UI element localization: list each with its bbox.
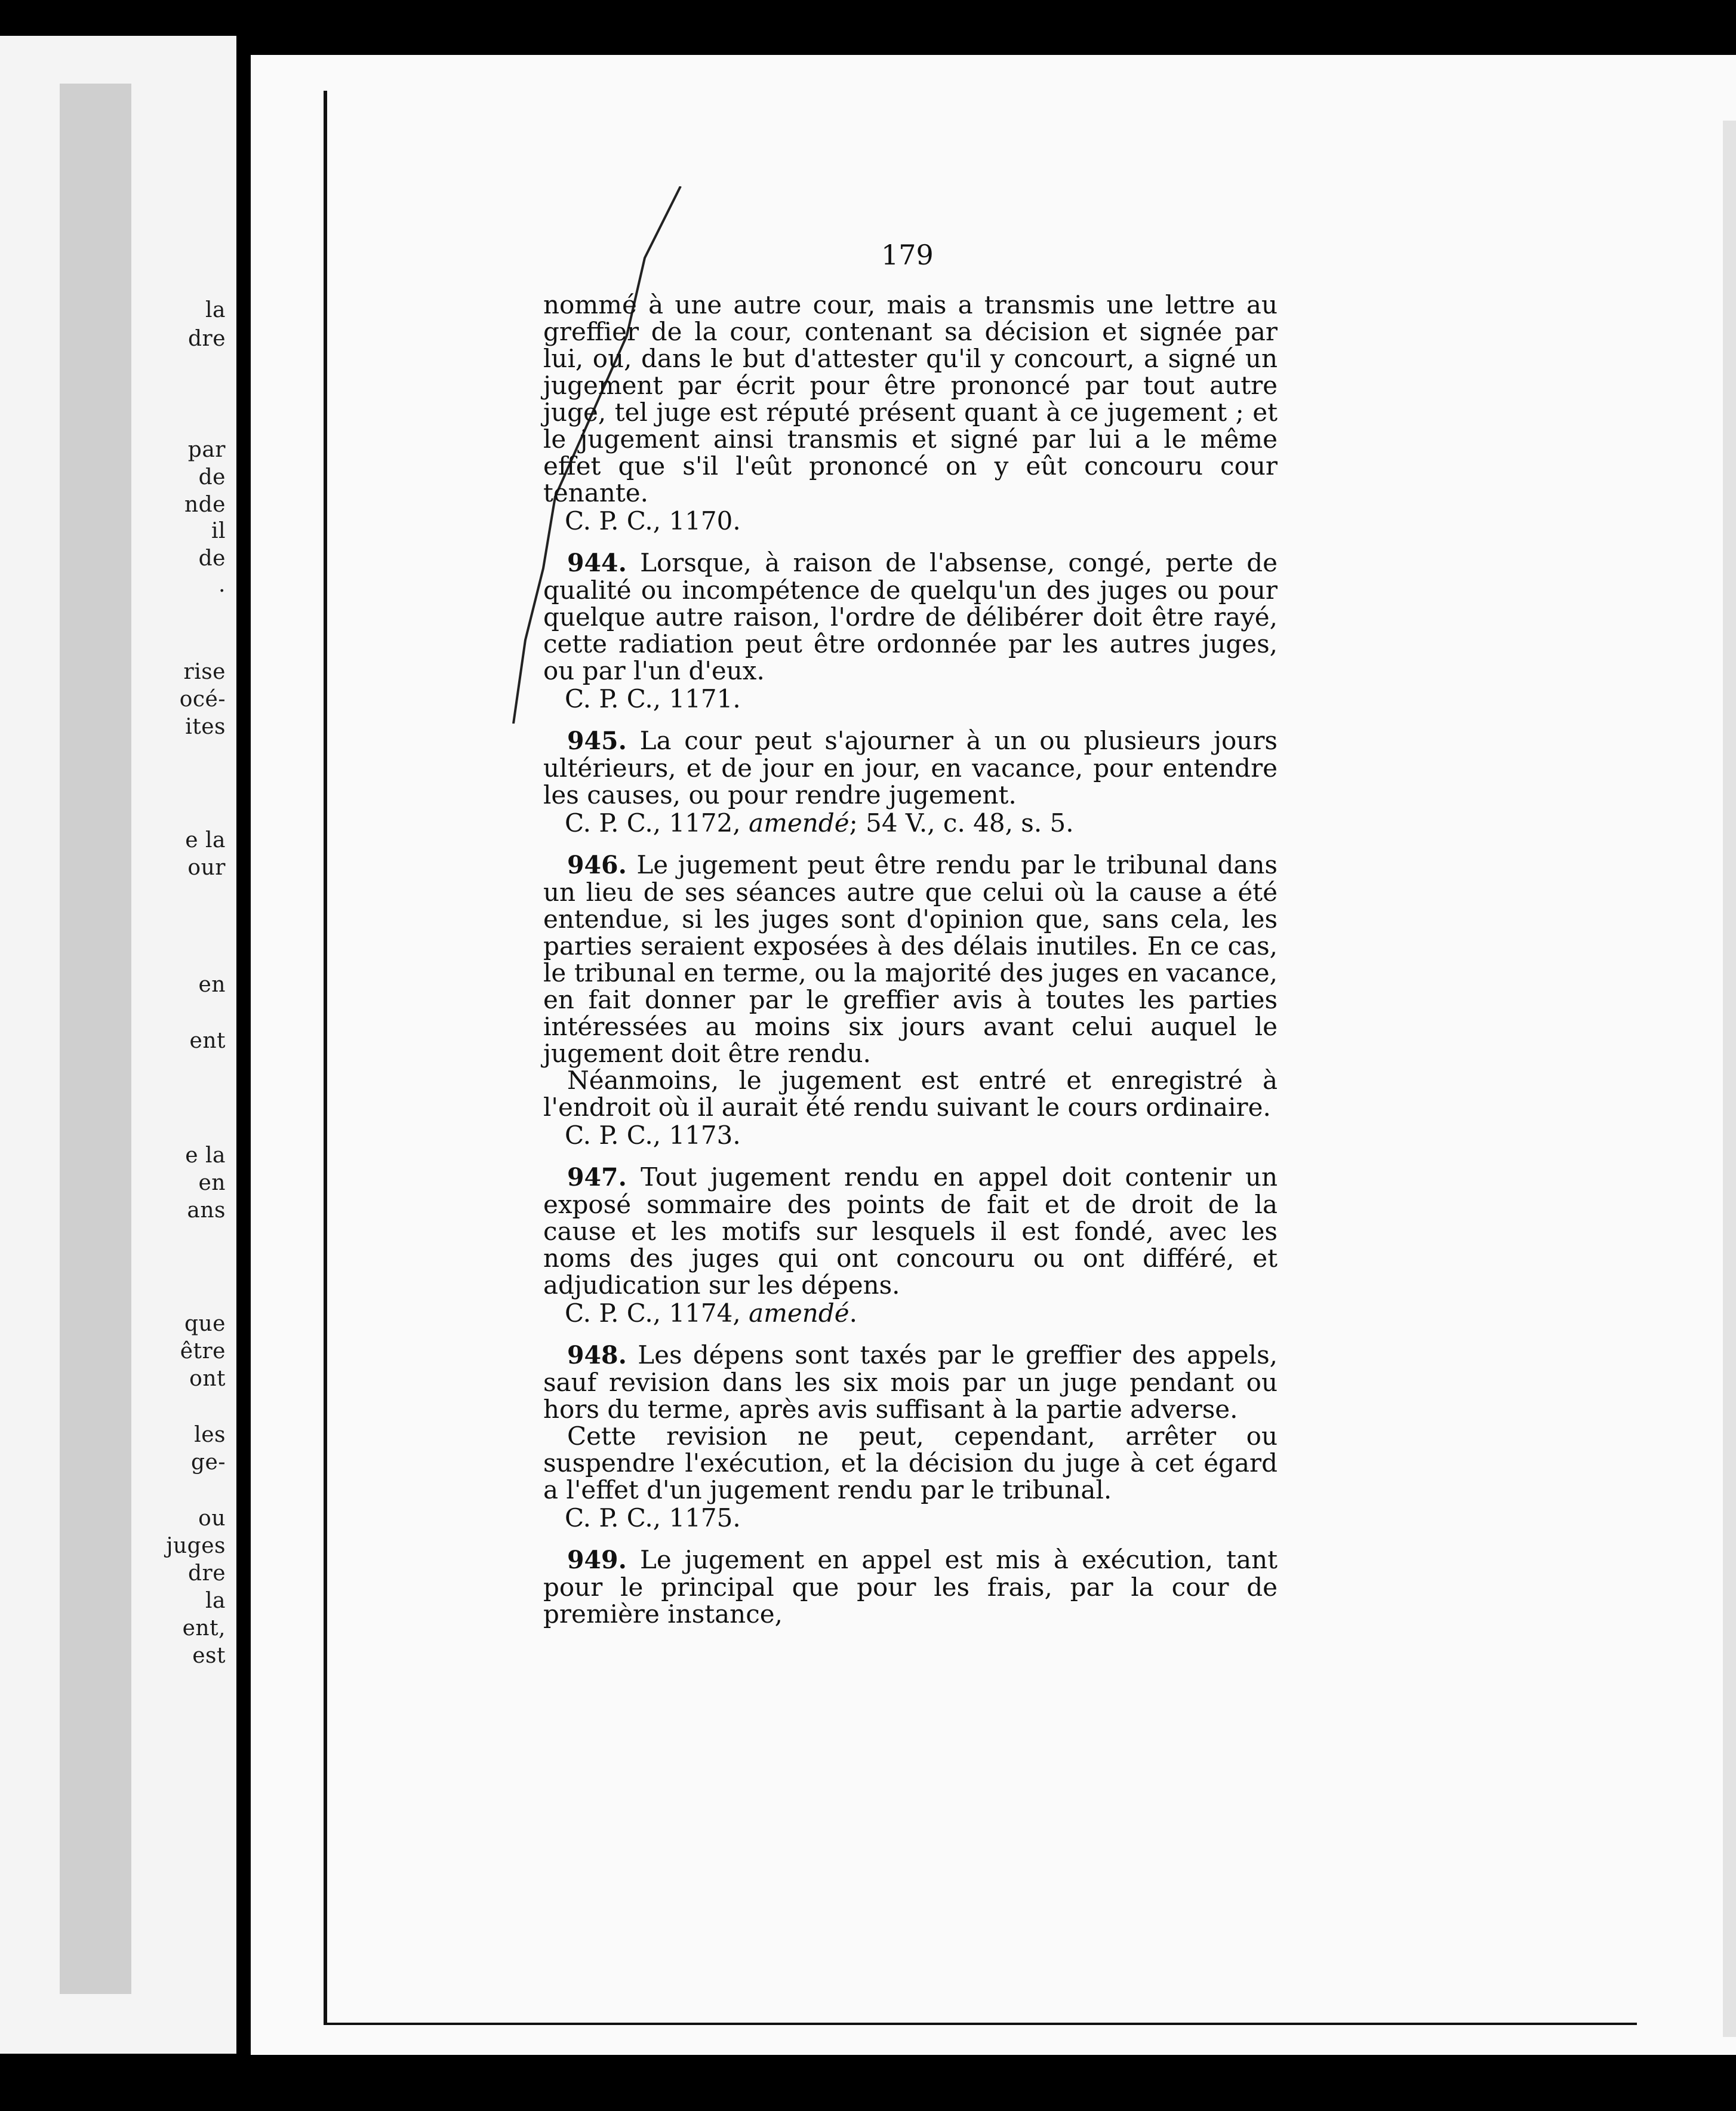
reference: C. P. C., 1170. (565, 506, 741, 536)
page-gutter (236, 0, 242, 2111)
paragraph-continued: nommé à une autre cour, mais a transmis une lettre au greffier de la cour, contenant sa décision et signée par lui, ou, dans le but d'attester qu'il y concourt, a signé un jugement par écrit pour être prononcé par tout autre juge, tel juge est réputé présent quant à ce jugement ; et le jugement ainsi transmis et signé par lui a le même effet que s'il l'eût prononcé on y eût concouru cour tenante. (543, 290, 1278, 507)
reference-text: C. P. C., 1174, (565, 1298, 749, 1328)
article-number: 944. (567, 549, 627, 577)
left-fragment: e la (185, 828, 226, 853)
article-946 (543, 851, 1278, 1067)
article-946-continued: Néanmoins, le jugement est entré et enregistré à l'endroit où il aurait été rendu suivant le cours ordinaire. (543, 1066, 1278, 1122)
reference-text: . (849, 1298, 857, 1328)
left-fragment: ou (198, 1506, 226, 1531)
reference: C. P. C., 1171. (565, 684, 741, 713)
left-fragment: la (205, 298, 226, 322)
left-fragment: ans (187, 1198, 226, 1223)
left-fragment: our (187, 856, 226, 880)
article-body: Le jugement en appel est mis à exécution, tant pour le principal que pour les frais, par la cour de première instance, (543, 1545, 1278, 1629)
article-body: Les dépens sont taxés par le greffier des appels, sauf revision dans les six mois par un juge pendant ou hors du terme, après avis suffisant à la partie adverse. (543, 1340, 1278, 1424)
left-fragment: rise (183, 660, 226, 684)
article-number: 948. (567, 1341, 627, 1370)
article-number: 949. (567, 1546, 627, 1574)
left-page-fragment (0, 36, 236, 2054)
article-949 (543, 1546, 1278, 1627)
left-fragment: la (205, 1589, 226, 1613)
left-fragment: en (198, 1171, 226, 1195)
left-fragment: juges (166, 1534, 226, 1558)
article-body: Le jugement peut être rendu par le tribunal dans un lieu de ses séances autre que celui où la cause a été entendue, si les juges sont d'opinion que, sans cela, les parties seraient exposées à des délais inutiles. En ce cas, le tribunal en terme, ou la majorité des juges en vacance, en fait donner par le greffier avis à toutes les parties intéressées au moins six jours avant celui auquel le jugement doit être rendu. (543, 850, 1278, 1068)
article-number: 947. (567, 1163, 627, 1192)
left-fragment: est (192, 1644, 226, 1668)
left-fragment: ent (189, 1029, 226, 1053)
left-page-shadow (60, 84, 131, 1994)
page-number: 179 (881, 239, 934, 271)
page-edge-shadow (1723, 121, 1736, 2037)
article-947 (543, 1164, 1278, 1298)
left-fragment: il (211, 519, 226, 543)
left-fragment: . (218, 573, 226, 597)
reference-amended: amendé (749, 1298, 849, 1328)
left-fragment: être (180, 1339, 226, 1364)
left-fragment: e la (185, 1143, 226, 1168)
left-fragment: en (198, 973, 226, 997)
article-number: 946. (567, 851, 627, 879)
left-fragment: que (184, 1312, 226, 1336)
article-number: 945. (567, 727, 627, 755)
left-fragment: ent, (182, 1616, 226, 1641)
article-945 (543, 727, 1278, 808)
article-body: Lorsque, à raison de l'absense, congé, perte de qualité ou incompétence de quelqu'un des juges ou pour quelque autre raison, l'ordre de délibérer doit être rayé, cette radiation peut être ordonnée par les autres juges, ou par l'un d'eux. (543, 548, 1278, 685)
left-fragment: par (187, 438, 226, 462)
reference (543, 1300, 1278, 1327)
article-text-block (543, 291, 1278, 1627)
article-body: La cour peut s'ajourner à un ou plusieurs jours ultérieurs, et de jour en jour, en vacance, pour entendre les causes, ou pour rendre jugement. (543, 726, 1278, 810)
left-fragment: de (198, 546, 226, 571)
reference-text: ; 54 V., c. 48, s. 5. (849, 808, 1074, 838)
reference (543, 810, 1278, 836)
reference: C. P. C., 1173. (565, 1121, 741, 1150)
reference: C. P. C., 1175. (565, 1503, 741, 1533)
left-fragment: dre (187, 327, 226, 351)
article-944 (543, 549, 1278, 684)
left-fragment: de (198, 465, 226, 490)
left-fragment: ites (185, 715, 226, 739)
article-948 (543, 1341, 1278, 1423)
reference-text: C. P. C., 1172, (565, 808, 749, 838)
left-fragment: ge- (190, 1450, 226, 1475)
reference-amended: amendé (749, 808, 849, 838)
left-fragment: les (194, 1423, 226, 1447)
left-fragment: nde (184, 493, 226, 517)
article-body: Tout jugement rendu en appel doit contenir un exposé sommaire des points de fait et de droit de la cause et les motifs sur lesquels il est fondé, avec les noms des juges qui ont concouru ou ont différé, et adjudication sur les dépens. (543, 1162, 1278, 1300)
left-fragment: océ- (179, 687, 226, 712)
left-fragment: ont (189, 1367, 226, 1391)
article-948-continued: Cette revision ne peut, cependant, arrêter ou suspendre l'exécution, et la décision du juge à cet égard a l'effet d'un jugement rendu par le tribunal. (543, 1421, 1278, 1504)
left-fragment: dre (187, 1561, 226, 1586)
